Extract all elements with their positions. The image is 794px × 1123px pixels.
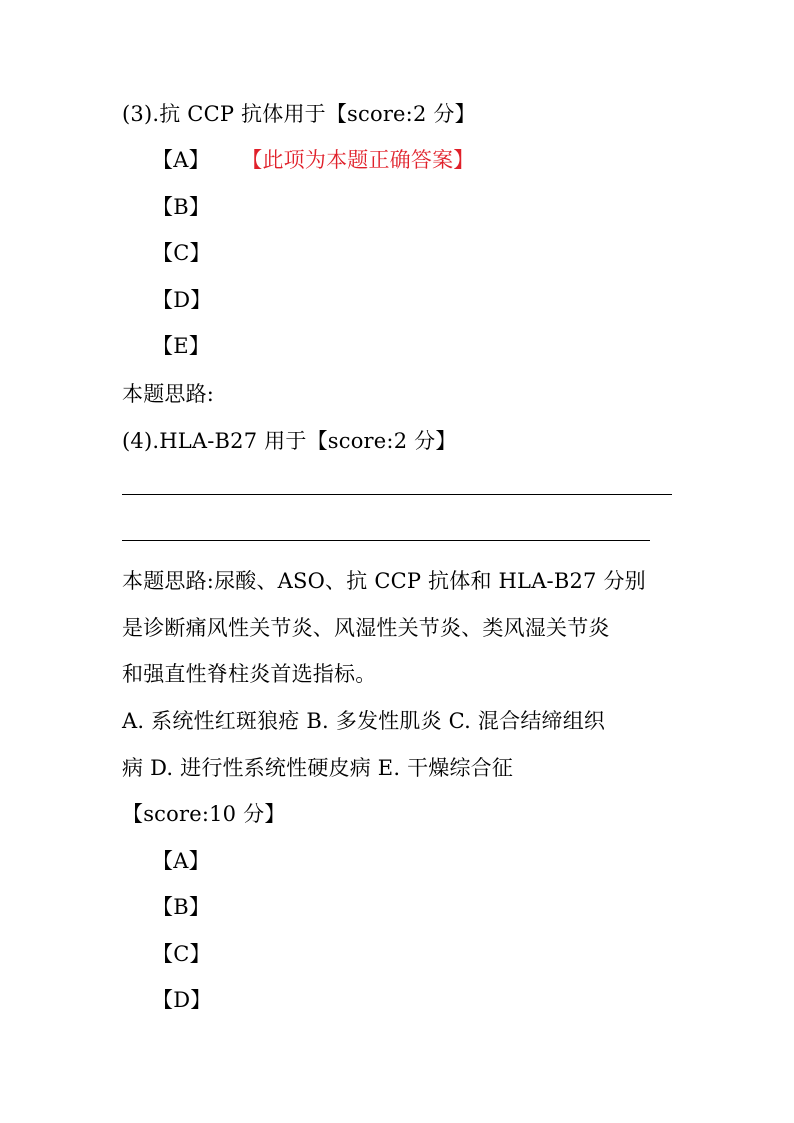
q5-option-c: 【C】 (152, 942, 211, 966)
q5-option-b: 【B】 (152, 895, 211, 919)
answer-blank-line (122, 494, 672, 495)
q3-explanation-label: 本题思路: (122, 382, 215, 406)
q4-explanation-line: 本题思路:尿酸、ASO、抗 CCP 抗体和 HLA-B27 分别 (122, 569, 646, 593)
q5-score: 【score:10 分】 (122, 802, 286, 826)
q5-option-d: 【D】 (152, 988, 212, 1012)
q3-option-b: 【B】 (152, 195, 211, 219)
q5-choices-line: A. 系统性红斑狼疮 B. 多发性肌炎 C. 混合结缔组织 (122, 709, 606, 733)
question-4-stem: (4).HLA-B27 用于【score:2 分】 (122, 429, 457, 453)
q4-explanation-line: 和强直性脊柱炎首选指标。 (122, 662, 377, 686)
q4-explanation-line: 是诊断痛风性关节炎、风湿性关节炎、类风湿关节炎 (122, 616, 610, 640)
correct-answer-note: 【此项为本题正确答案】 (251, 148, 475, 172)
q5-option-a: 【A】 (152, 849, 210, 873)
question-3-stem: (3).抗 CCP 抗体用于【score:2 分】 (122, 102, 476, 126)
q5-choices-line: 病 D. 进行性系统性硬皮病 E. 干燥综合征 (122, 756, 514, 780)
q3-option-a (152, 147, 474, 173)
option-label: 【A】 (152, 148, 210, 172)
q3-option-e: 【E】 (152, 334, 210, 358)
q3-option-d: 【D】 (152, 288, 212, 312)
answer-blank-line (122, 540, 650, 541)
q3-option-c: 【C】 (152, 241, 211, 265)
